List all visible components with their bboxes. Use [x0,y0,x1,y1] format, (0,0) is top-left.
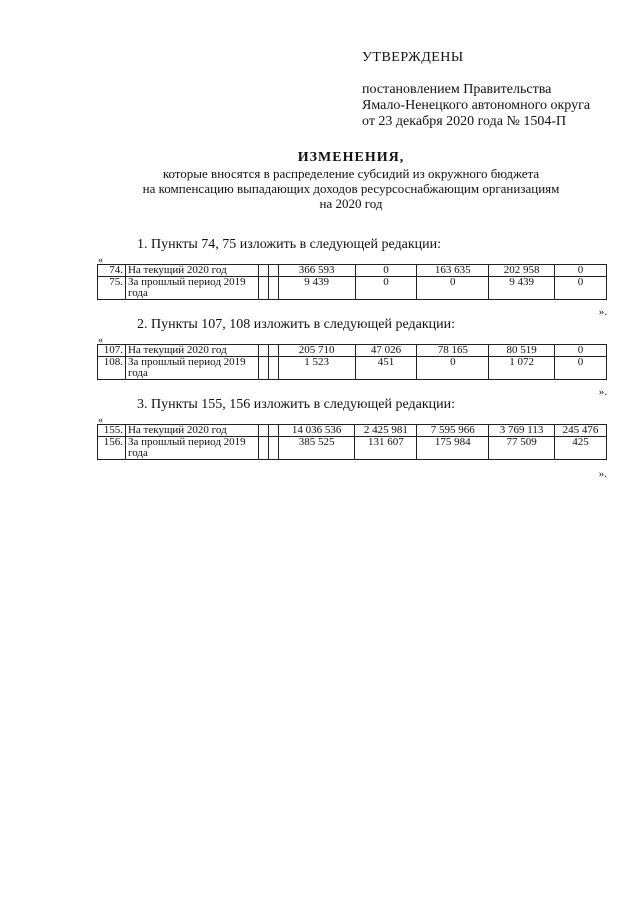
value-cell: 47 026 [355,345,417,357]
approval-line-2: Ямало-Ненецкого автономного округа [362,98,591,113]
value-cell: 0 [555,277,607,300]
empty-cell [258,437,268,460]
value-cell: 0 [355,277,417,300]
value-cell: 3 769 113 [489,425,555,437]
empty-cell [268,437,278,460]
value-cell: 80 519 [489,345,555,357]
value-cell: 205 710 [278,345,355,357]
value-cell: 78 165 [417,345,489,357]
value-cell: 0 [355,265,417,277]
row-name: За прошлый период 2019 года [125,437,258,460]
value-cell: 0 [417,357,489,380]
row-number: 75. [98,277,126,300]
document-title: ИЗМЕНЕНИЯ, [297,150,405,165]
table-row [98,437,607,460]
approval-heading: УТВЕРЖДЕНЫ [362,50,464,65]
row-number: 74. [98,265,126,277]
row-number: 108. [98,357,126,380]
table-row [98,265,607,277]
value-cell: 0 [555,345,607,357]
value-cell: 14 036 536 [278,425,355,437]
empty-cell [268,425,278,437]
close-quote: ». [598,386,607,398]
open-quote: « [98,415,103,426]
value-cell: 425 [555,437,607,460]
value-cell: 1 523 [278,357,355,380]
table-row [98,345,607,357]
empty-cell [268,357,278,380]
value-cell: 385 525 [278,437,355,460]
title-line-1: которые вносятся в распределение субсидий из окружного бюджета [162,166,540,181]
table-row [98,357,607,380]
value-cell: 1 072 [489,357,555,380]
empty-cell [258,265,268,277]
empty-cell [268,277,278,300]
empty-cell [268,345,278,357]
row-name: На текущий 2020 год [125,345,258,357]
open-quote: « [98,335,103,346]
value-cell: 175 984 [417,437,489,460]
value-cell: 366 593 [278,265,355,277]
value-cell: 451 [355,357,417,380]
section-heading: 3. Пункты 155, 156 изложить в следующей редакции: [137,397,456,412]
value-cell: 0 [555,265,607,277]
title-line-2: на компенсацию выпадающих доходов ресурсоснабжающим организациям [142,181,560,196]
value-cell: 0 [555,357,607,380]
approval-block [362,50,590,130]
value-cell: 77 509 [489,437,555,460]
row-number: 156. [98,437,126,460]
value-cell: 9 439 [489,277,555,300]
empty-cell [258,425,268,437]
row-name: На текущий 2020 год [125,425,258,437]
amendment-table [97,264,607,300]
approval-line-3: от 23 декабря 2020 года № 1504-П [362,114,567,129]
open-quote: « [98,255,103,266]
row-name: За прошлый период 2019 года [125,277,258,300]
table-row [98,425,607,437]
empty-cell [258,357,268,380]
value-cell: 245 476 [555,425,607,437]
value-cell: 2 425 981 [355,425,417,437]
row-name: За прошлый период 2019 года [125,357,258,380]
document-title-block [96,150,606,211]
section-heading: 2. Пункты 107, 108 изложить в следующей редакции: [137,317,456,332]
close-quote: ». [598,306,607,318]
empty-cell [258,345,268,357]
close-quote: ». [598,468,607,480]
section-heading: 1. Пункты 74, 75 изложить в следующей редакции: [137,237,442,252]
section-1 [97,237,607,317]
amendment-table [97,424,607,460]
table-row [98,277,607,300]
section-3 [97,397,607,479]
value-cell: 0 [417,277,489,300]
empty-cell [268,265,278,277]
section-2 [97,317,607,397]
value-cell: 202 958 [489,265,555,277]
amendment-table [97,344,607,380]
empty-cell [258,277,268,300]
row-number: 107. [98,345,126,357]
value-cell: 9 439 [278,277,355,300]
value-cell: 7 595 966 [417,425,489,437]
approval-line-1: постановлением Правительства [362,82,552,97]
title-line-3: на 2020 год [319,196,383,211]
value-cell: 163 635 [417,265,489,277]
row-number: 155. [98,425,126,437]
row-name: На текущий 2020 год [125,265,258,277]
value-cell: 131 607 [355,437,417,460]
